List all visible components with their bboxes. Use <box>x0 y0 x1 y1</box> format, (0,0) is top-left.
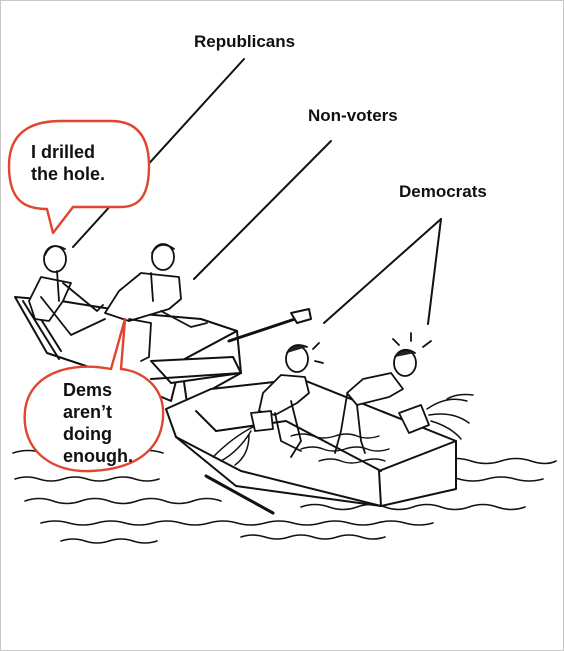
non-voters-label: Non-voters <box>308 106 398 125</box>
top-bubble-line: I drilled <box>31 142 96 162</box>
democrats-pointer-line-right <box>428 219 441 324</box>
front-boat <box>166 379 456 513</box>
top-bubble-line: the hole. <box>31 164 106 184</box>
bottom-bubble-text <box>63 379 133 467</box>
democrats-label: Democrats <box>399 182 487 201</box>
democrats-pointer-line-left <box>324 219 441 323</box>
bottom-bubble-line: Dems <box>63 380 113 400</box>
bottom-bubble-line: aren’t <box>63 402 113 422</box>
bottom-bubble-line: enough. <box>63 446 133 466</box>
non-voters-pointer-line <box>194 141 331 279</box>
republicans-label: Republicans <box>194 32 296 51</box>
top-bubble-text <box>31 141 105 185</box>
cartoon-illustration <box>1 1 563 650</box>
bottom-bubble-line: doing <box>63 424 112 444</box>
